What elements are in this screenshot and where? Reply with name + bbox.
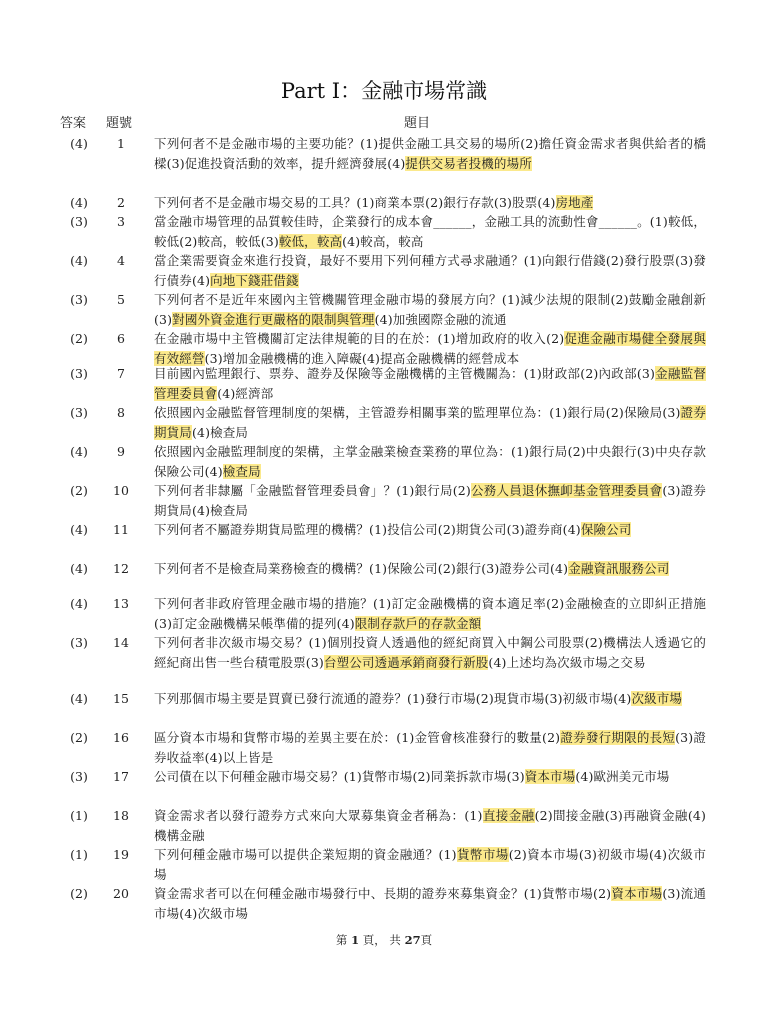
question-number: 20 [113,886,129,901]
footer-middle: 頁， 共 [359,933,405,947]
question-text-segment: 資金需求者可以在何種金融市場發行中、長期的證券來募集資金？(1)貨幣市場(2) [154,886,612,901]
highlighted-answer-text: 向地下錢莊借錢 [210,272,299,288]
question-number: 19 [113,847,129,862]
question-text-segment: 當企業需要資金來進行投資，最好不要用下列何種方式尋求融通？(1)向銀行借錢(2)發行股票(3)發行債券(4) [154,253,706,288]
question-text-segment: (4)加強國際金融的流通 [374,311,507,327]
highlighted-answer-text: 提供交易者投機的場所 [405,155,532,171]
answer-cell: (4) [70,136,88,151]
question-number: 10 [113,483,129,498]
question-number: 17 [113,769,129,784]
highlighted-answer-text: 限制存款戶的存款金額 [354,615,482,631]
highlighted-answer-text: 貨幣市場 [456,847,509,862]
question-text [154,806,706,845]
highlighted-answer-text: 證券發行期限的長短 [560,730,676,745]
question-text [154,212,706,251]
question-number: 2 [117,195,125,210]
question-text-segment: 下列何者不是金融市場交易的工具？(1)商業本票(2)銀行存款(3)股票(4) [154,195,556,210]
question-text [154,481,706,520]
answer-cell: (3) [70,214,88,229]
question-text [154,251,706,290]
highlighted-answer-text: 次級市場 [631,691,683,706]
highlighted-answer-text: 公務人員退休撫卹基金管理委員會 [470,483,663,498]
question-number: 1 [117,136,125,151]
question-number: 16 [113,730,129,745]
question-text [154,689,706,709]
answer-cell: (2) [70,886,88,901]
question-text-segment: 依照國內金融監督管理制度的架構，主管證券相關事業的監理單位為：(1)銀行局(2)保險局(3) [154,405,681,420]
question-text [154,594,706,633]
question-number: 11 [113,522,129,537]
question-text-segment: 當金融市場管理的品質較佳時，企業發行的成本會______，金融工具的流動性會______。(1)較低，較低(2)較高，較低(3) [154,214,706,249]
answer-cell: (1) [70,847,88,862]
question-text [154,193,706,213]
question-text-segment: (4)較高，較高 [342,233,424,249]
question-text-segment: (3)證券期貨局(4)檢查局 [154,483,706,518]
question-number: 18 [113,808,129,823]
question-text-segment: 資金需求者以發行證券方式來向大眾募集資金者稱為：(1) [154,808,483,823]
current-page-number: 1 [351,933,360,947]
question-text-segment: (2)資本市場(3)初級市場(4)次級市場 [154,847,706,882]
answer-cell: (3) [70,292,88,307]
highlighted-answer-text: 檢查局 [222,463,261,479]
highlighted-answer-text: 直接金融 [482,808,535,823]
question-text-segment: (4)歐洲美元市場 [575,769,670,784]
question-column-header: 題目 [404,116,431,131]
answer-cell: (4) [70,596,88,611]
question-number: 8 [117,405,125,420]
question-text-segment: 下列那個市場主要是買賣已發行流通的證券？(1)發行市場(2)現貨市場(3)初級市場(4) [154,691,632,706]
question-text-segment: 下列何者非隸屬「金融監督管理委員會」？(1)銀行局(2) [154,483,471,498]
question-number: 6 [117,331,125,346]
question-text-segment: (3)增加金融機構的進入障礙(4)提高金融機構的經營成本 [204,350,520,366]
question-text-segment: (4)檢查局 [191,424,249,440]
question-text [154,329,706,368]
question-text [154,559,706,579]
footer-suffix: 頁 [420,933,433,947]
highlighted-answer-text: 對國外資金進行更嚴格的限制與管理 [172,311,375,327]
answer-cell: (4) [70,561,88,576]
question-text [154,633,706,672]
answer-column-header: 答案 [60,116,87,131]
question-number: 15 [113,691,129,706]
question-text [154,364,706,403]
answer-cell: (3) [70,769,88,784]
answer-cell: (2) [70,730,88,745]
question-text [154,403,706,442]
footer-prefix: 第 [335,933,352,947]
question-number: 7 [117,366,125,381]
question-text-segment: 下列何者不是近年來國內主管機關管理金融市場的發展方向？(1)減少法規的限制(2)鼓勵金融創新(3) [154,292,706,327]
question-text [154,845,706,884]
question-text [154,520,706,540]
highlighted-answer-text: 資本市場 [611,886,663,901]
question-text-segment: 下列何者不屬證券期貨局監理的機構？(1)投信公司(2)期貨公司(3)證券商(4) [154,522,581,537]
question-text-segment: 下列何者不是檢查局業務檢查的機構？(1)保險公司(2)銀行(3)證券公司(4) [154,561,569,576]
question-text-segment: 下列何者非次級市場交易？(1)個別投資人透過他的經紀商買入中鋼公司股票(2)機構法人透過它的經紀商出售一些台積電股票(3) [154,635,706,670]
answer-cell: (3) [70,366,88,381]
question-number: 9 [117,444,125,459]
question-text-segment: 在金融市場中主管機關訂定法律規範的目的在於：(1)增加政府的收入(2) [154,331,565,346]
question-text [154,728,706,767]
highlighted-answer-text: 金融資訊服務公司 [568,561,670,576]
answer-cell: (2) [70,483,88,498]
question-text [154,767,706,787]
question-number: 13 [113,596,129,611]
question-text-segment: 下列何種金融市場可以提供企業短期的資金融通？(1) [154,847,457,862]
question-text [154,884,706,923]
question-text-segment: (2)間接金融(3)再融資金融(4)機構金融 [154,808,706,843]
highlighted-answer-text: 較低，較高 [278,233,343,249]
answer-cell: (1) [70,808,88,823]
total-pages: 27 [404,933,421,947]
question-number: 3 [117,214,125,229]
highlighted-answer-text: 證券期貨局 [154,405,706,440]
answer-cell: (4) [70,522,88,537]
question-text-segment: (3)證券收益率(4)以上皆是 [154,730,707,765]
question-text-segment: 下列何者不是金融市場的主要功能？(1)提供金融工具交易的場所(2)擔任資金需求者與供給者的橋樑(3)促進投資活動的效率，提升經濟發展(4) [154,136,706,171]
page-footer [0,932,768,948]
question-text-segment: 依照國內金融監理制度的架構，主掌金融業檢查業務的單位為：(1)銀行局(2)中央銀行(3)中央存款保險公司(4) [154,444,706,479]
answer-cell: (4) [70,253,88,268]
answer-cell: (3) [70,405,88,420]
question-number: 14 [113,635,129,650]
highlighted-answer-text: 房地產 [555,195,594,210]
answer-cell: (2) [70,331,88,346]
highlighted-answer-text: 促進金融市場健全發展與有效經營 [154,331,706,366]
highlighted-answer-text: 台塑公司透過承銷商發行新股 [323,654,489,670]
question-text [154,442,706,481]
answer-cell: (4) [70,444,88,459]
question-text-segment: (3)流通市場(4)次級市場 [154,886,706,921]
highlighted-answer-text: 資本市場 [524,769,576,784]
answer-cell: (3) [70,635,88,650]
question-number: 12 [113,561,129,576]
question-text-segment: 公司債在以下何種金融市場交易？(1)貨幣市場(2)同業拆款市場(3) [154,769,525,784]
question-text [154,290,706,329]
question-text-segment: 區分資本市場和貨幣市場的差異主要在於：(1)金管會核准發行的數量(2) [154,730,561,745]
highlighted-answer-text: 保險公司 [580,522,632,537]
question-text [154,134,706,173]
question-text-segment: 下列何者非政府管理金融市場的措施？(1)訂定金融機構的資本適足率(2)金融檢查的立即糾正措施(3)訂定金融機構呆帳準備的提列(4) [154,596,706,631]
question-text-segment: (4)上述均為次級市場之交易 [488,654,646,670]
highlighted-answer-text: 金融監督管理委員會 [154,366,706,401]
question-number: 5 [117,292,125,307]
number-column-header: 題號 [106,116,133,131]
answer-cell: (4) [70,691,88,706]
answer-cell: (4) [70,195,88,210]
question-number: 4 [117,253,125,268]
question-text-segment: 目前國內監理銀行、票券、證券及保險等金融機構的主管機關為：(1)財政部(2)內政部(3) [154,366,655,381]
page-title: Part I：金融市場常識 [280,79,488,103]
question-text-segment: (4)經濟部 [217,385,274,401]
